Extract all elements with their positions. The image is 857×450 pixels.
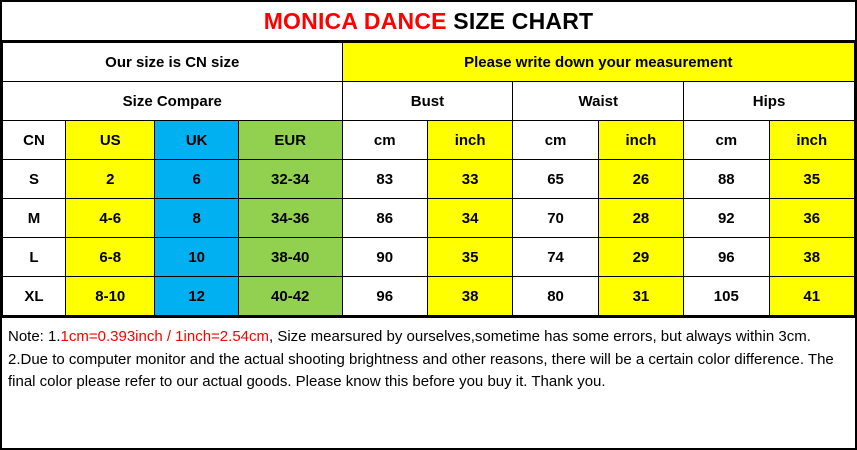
cell-eur: 32-34	[238, 160, 342, 199]
group-header-left: Our size is CN size	[3, 43, 343, 82]
note-line-1	[8, 326, 849, 347]
cell-waist-cm: 80	[513, 277, 598, 316]
cell-cn: XL	[3, 277, 66, 316]
cell-hips-inch: 41	[769, 277, 854, 316]
cell-cn: L	[3, 238, 66, 277]
measure-group-hips: Hips	[684, 82, 855, 121]
col-header-waist-cm: cm	[513, 121, 598, 160]
cell-cn: S	[3, 160, 66, 199]
table-row	[3, 160, 855, 199]
note-1-suffix: , Size mearsured by ourselves,sometime has some errors, but always within 3cm.	[269, 328, 811, 345]
cell-uk: 10	[155, 238, 238, 277]
cell-cn: M	[3, 199, 66, 238]
col-header-eur: EUR	[238, 121, 342, 160]
measure-group-bust: Bust	[342, 82, 513, 121]
cell-hips-inch: 36	[769, 199, 854, 238]
notes-section	[2, 316, 855, 448]
cell-hips-cm: 96	[684, 238, 769, 277]
cell-waist-cm: 65	[513, 160, 598, 199]
col-header-waist-inch: inch	[598, 121, 683, 160]
title-text	[264, 8, 594, 35]
table-group-header-row	[3, 43, 855, 82]
note-line-2: 2.Due to computer monitor and the actual shooting brightness and other reasons, there will be a certain color difference. The final color please refer to our actual goods. Please know this before you buy it. Thank you.	[8, 351, 834, 390]
cell-bust-inch: 35	[427, 238, 512, 277]
cell-bust-cm: 83	[342, 160, 427, 199]
cell-bust-inch: 38	[427, 277, 512, 316]
table-subgroup-row	[3, 82, 855, 121]
cell-waist-inch: 28	[598, 199, 683, 238]
cell-us: 6-8	[66, 238, 155, 277]
note-1-prefix: Note: 1.	[8, 328, 61, 345]
cell-us: 4-6	[66, 199, 155, 238]
cell-us: 8-10	[66, 277, 155, 316]
cell-hips-inch: 35	[769, 160, 854, 199]
table-row	[3, 277, 855, 316]
cell-waist-inch: 31	[598, 277, 683, 316]
col-header-hips-inch: inch	[769, 121, 854, 160]
col-header-bust-inch: inch	[427, 121, 512, 160]
cell-eur: 34-36	[238, 199, 342, 238]
cell-waist-cm: 74	[513, 238, 598, 277]
cell-waist-inch: 26	[598, 160, 683, 199]
cell-hips-cm: 92	[684, 199, 769, 238]
cell-waist-inch: 29	[598, 238, 683, 277]
cell-uk: 12	[155, 277, 238, 316]
size-chart-table	[2, 42, 855, 316]
cell-bust-cm: 86	[342, 199, 427, 238]
cell-uk: 6	[155, 160, 238, 199]
col-header-us: US	[66, 121, 155, 160]
measure-group-waist: Waist	[513, 82, 684, 121]
cell-eur: 40-42	[238, 277, 342, 316]
cell-hips-cm: 105	[684, 277, 769, 316]
table-row	[3, 238, 855, 277]
cell-uk: 8	[155, 199, 238, 238]
note-1-conversion: 1cm=0.393inch / 1inch=2.54cm	[60, 328, 269, 345]
cell-waist-cm: 70	[513, 199, 598, 238]
col-header-bust-cm: cm	[342, 121, 427, 160]
cell-us: 2	[66, 160, 155, 199]
title-brand: MONICA DANCE	[263, 7, 454, 34]
cell-bust-cm: 90	[342, 238, 427, 277]
table-column-header-row	[3, 121, 855, 160]
cell-hips-cm: 88	[684, 160, 769, 199]
page-title	[2, 2, 855, 42]
cell-hips-inch: 38	[769, 238, 854, 277]
col-header-hips-cm: cm	[684, 121, 769, 160]
group-header-left-sub: Size Compare	[3, 82, 343, 121]
cell-bust-inch: 34	[427, 199, 512, 238]
col-header-uk: UK	[155, 121, 238, 160]
group-header-right: Please write down your measurement	[342, 43, 854, 82]
col-header-cn: CN	[3, 121, 66, 160]
cell-eur: 38-40	[238, 238, 342, 277]
cell-bust-inch: 33	[427, 160, 512, 199]
title-rest: SIZE CHART	[453, 7, 594, 34]
table-row	[3, 199, 855, 238]
cell-bust-cm: 96	[342, 277, 427, 316]
